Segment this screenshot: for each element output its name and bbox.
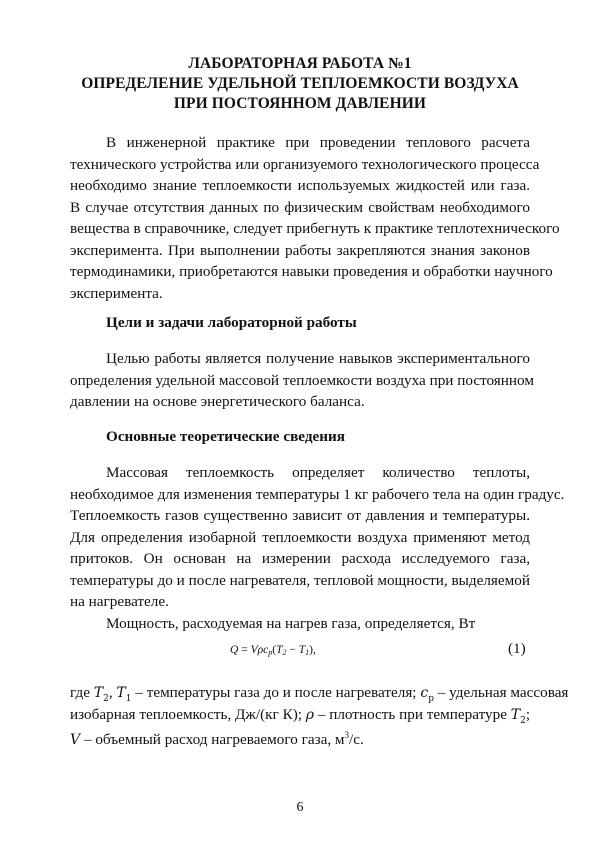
goals-paragraph [70,348,534,413]
text-line: Теплоемкость газов существенно зависит от давления и температуры. [70,507,530,524]
math-token: 2 [103,693,109,704]
text-line: определения удельной массовой теплоемкости воздуха при постоянном [70,371,534,389]
title-line-3: ПРИ ПОСТОЯННОМ ДАВЛЕНИИ [173,95,427,112]
formula-token: V [250,644,258,656]
formula-token: c [263,644,269,656]
text-line: притоков. Он основан на измерении расхода исследуемого газа, [70,550,530,567]
where-paragraph [70,682,569,749]
text-line: эксперимента. При выполнении работы закрепляются знания законов [70,241,530,259]
math-var: V [70,732,81,749]
text-run: – объемный расход нагреваемого газа, м [80,731,345,749]
text-run: где [70,684,94,701]
math-var [93,685,109,704]
formula-token: ( [272,644,277,656]
math-token: 2 [520,715,526,726]
formula-token: 1 [305,648,310,657]
math-var [116,685,132,704]
text-run: 3 [344,730,350,740]
theory-paragraph [70,462,565,634]
text-line: В случае отсутствия данных по физическим свойствам необходимого [70,198,530,216]
power-line: Мощность, расходуемая на нагрев газа, определяется, Вт [106,614,476,632]
text-line: на нагревателе. [70,593,169,610]
formula-token: − [286,644,299,656]
formula-token: T [298,644,306,656]
text-line: эксперимента. [70,284,163,302]
math-token: p [428,693,434,704]
text-line: термодинамики, приобретаются навыки проведения и обработки научного [70,263,553,280]
text-run: – удельная массовая [433,684,569,701]
formula-token: ρ [257,644,264,656]
text-line: технического устройства или организуемого технологического процесса [70,155,540,173]
formula-token: 2 [282,648,287,657]
text-run: изобарная теплоемкость, Дж/(кг К); [70,705,306,723]
math-token: T [510,706,521,723]
text-run: – плотность при температуре [314,705,511,723]
formula-token: Q [230,644,239,656]
formula-1 [230,644,316,657]
text-line: температуры до и после нагревателя, тепловой мощности, выделяемой [70,571,530,589]
text-line: В инженерной практике при проведении теплового расчета [106,134,530,151]
text-run: , [108,684,117,701]
text-line: Целью работы является получение навыков экспериментального [106,350,530,367]
text-run: ; [525,705,531,723]
section-heading-theory: Основные теоретические сведения [106,428,345,445]
text-line: необходимо знание теплоемкости используемых жидкостей или газа. [70,177,530,194]
text-run: /с. [349,731,364,749]
formula-token: = [238,644,251,656]
math-token: T [116,685,126,701]
math-var: ρ [305,706,315,723]
text-line [70,682,569,704]
math-token: c [420,685,429,701]
math-var [420,685,434,704]
equation-number: (1) [508,640,526,657]
intro-paragraph [70,132,560,304]
title-line-2: ОПРЕДЕЛЕНИЕ УДЕЛЬНОЙ ТЕПЛОЕМКОСТИ ВОЗДУХА [81,75,519,92]
math-token: T [93,685,104,701]
text-line [70,725,530,747]
text-line [70,704,530,726]
page-number: 6 [296,800,304,815]
formula-token: T [276,644,283,656]
math-var [510,706,526,726]
page-title [60,54,540,114]
text-line: Массовая теплоемкость определяет количество теплоты, [106,464,530,481]
text-run: – температуры газа до и после нагревателя; [131,684,421,701]
title-line-1: ЛАБОРАТОРНАЯ РАБОТА №1 [188,55,412,72]
text-line: вещества в справочнике, следует прибегнуть к практике теплотехнического [70,220,560,237]
text-line: Для определения изобарной теплоемкости воздуха применяют метод [70,528,530,546]
math-token: 1 [125,693,132,704]
formula-token: ), [309,644,316,656]
formula-token: p [268,648,273,657]
section-heading-goals: Цели и задачи лабораторной работы [106,314,357,331]
text-line: давлении на основе энергетического баланса. [70,393,365,410]
text-line: необходимое для изменения температуры 1 кг рабочего тела на один градус. [70,485,565,503]
